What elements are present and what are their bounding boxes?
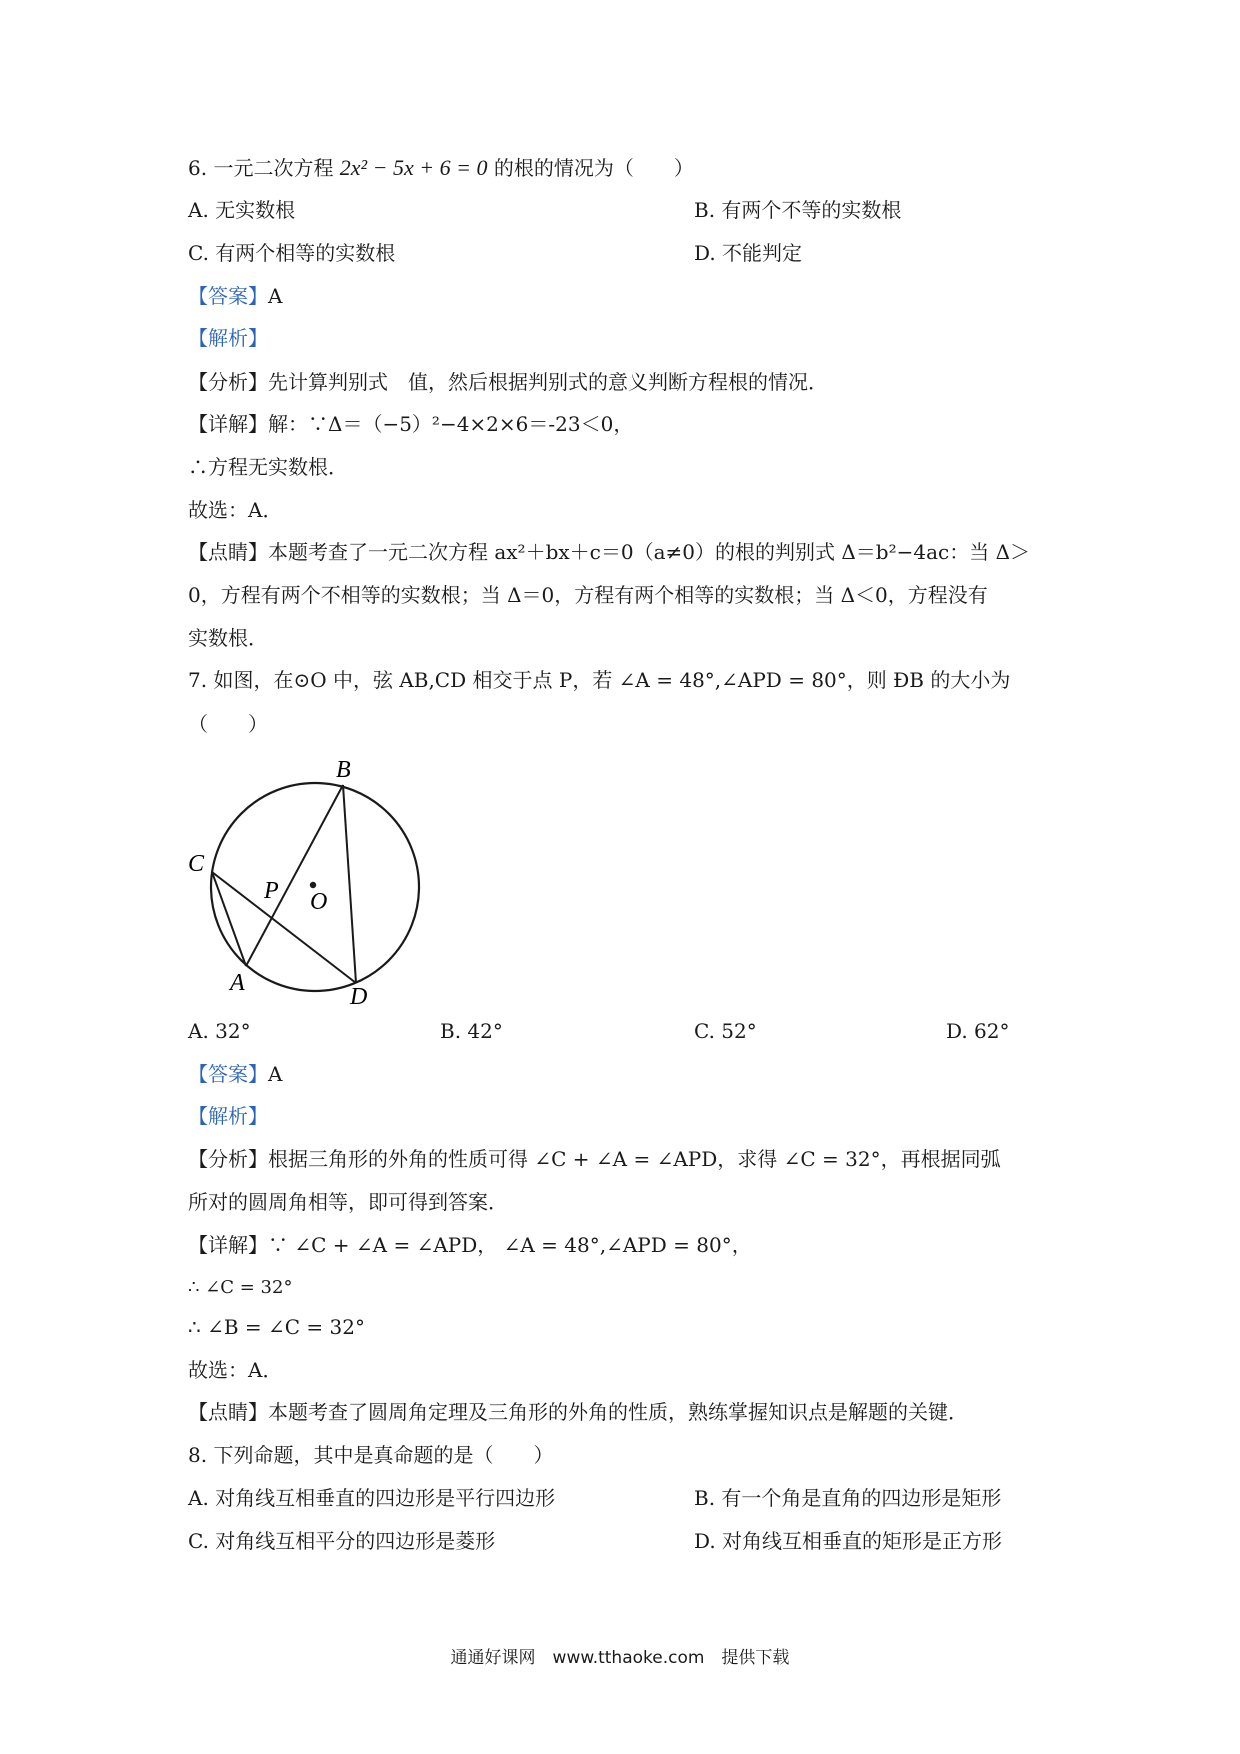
chord-cd [212,872,356,983]
label-o: O [310,889,328,915]
q6-stem-prefix: 6. 一元二次方程 [188,156,340,180]
q6-fenxi-text: 先计算判别式 值，然后根据判别式的意义判断方程根的情况． [268,370,828,394]
q8-stem: 8. 下列命题，其中是真命题的是（ ） [188,1443,554,1467]
answer-tag: 【答案】 [188,284,268,308]
q7-stem-2: （ ） [188,712,268,736]
q6-stem [188,154,694,182]
q7-xiangjie-text: ∵ ∠C + ∠A = ∠APD， ∠A = 48°,∠APD = 80°， [268,1233,752,1257]
answer-tag: 【答案】 [188,1062,268,1086]
segment-bd [343,785,356,983]
label-c: C [188,851,205,877]
q7-xiangjie [188,1231,752,1259]
q6-analysis-heading [188,324,268,352]
footer-credit: 通通好课网 www.tthaoke.com 提供下载 [450,1648,790,1668]
q6-dianjing-text-1: 本题考查了一元二次方程 ax²＋bx＋c＝0（a≠0）的根的判别式 Δ＝b²−4ac：当 Δ＞ [268,540,1031,564]
q6-choose: 故选：A． [188,498,283,522]
q7-fenxi-1 [188,1145,1001,1173]
q6-option-a: A. 无实数根 [188,198,296,222]
q7-option-a: A. 32° [188,1019,251,1043]
label-a: A [230,970,245,996]
label-b: B [336,757,351,783]
q7-fenxi-2: 所对的圆周角相等，即可得到答案． [188,1190,508,1214]
q7-option-b: B. 42° [440,1019,503,1043]
label-p: P [264,878,279,904]
q6-xiangjie-text: 解：∵Δ＝（−5）²−4×2×6＝-23＜0， [268,412,634,436]
q7-choose: 故选：A． [188,1358,283,1382]
q6-therefore: ∴方程无实数根． [188,455,348,479]
q6-fenxi [188,368,828,396]
center-point [310,882,316,888]
q6-stem-suffix: 的根的情况为（ ） [487,156,694,180]
q6-dianjing-2: 0，方程有两个不相等的实数根；当 Δ＝0，方程有两个相等的实数根；当 Δ＜0，方程没有 [188,583,988,607]
q8-option-c: C. 对角线互相平分的四边形是菱形 [188,1529,496,1553]
q7-step-1: ∴ ∠C = 32° [188,1277,293,1298]
q6-equation: 2x² − 5x + 6 = 0 [339,155,488,180]
analysis-tag: 【解析】 [188,326,268,350]
q8-option-a: A. 对角线互相垂直的四边形是平行四边形 [188,1486,556,1510]
q6-answer-value: A [268,284,283,308]
xiangjie-tag: 【详解】 [188,412,268,436]
q6-option-c: C. 有两个相等的实数根 [188,241,396,265]
dianjing-tag: 【点睛】 [188,1400,268,1424]
q7-answer [188,1060,282,1088]
label-d: D [350,984,368,1010]
q7-option-d: D. 62° [946,1019,1010,1043]
fenxi-tag: 【分析】 [188,370,268,394]
q7-stem-1: 7. 如图，在⊙O 中，弦 AB,CD 相交于点 P，若 ∠A = 48°,∠APD = 80°，则 ÐB 的大小为 [188,668,1011,692]
chord-ab [246,785,343,966]
q8-option-b: B. 有一个角是直角的四边形是矩形 [694,1486,1002,1510]
dianjing-tag: 【点睛】 [188,540,268,564]
circle-figure [180,750,440,1010]
q6-dianjing-3: 实数根． [188,626,268,650]
fenxi-tag: 【分析】 [188,1147,268,1171]
analysis-tag: 【解析】 [188,1104,268,1128]
q6-dianjing-1 [188,538,1030,566]
q7-dianjing-text: 本题考查了圆周角定理及三角形的外角的性质，熟练掌握知识点是解题的关键． [268,1400,968,1424]
q7-option-c: C. 52° [694,1019,757,1043]
q6-option-b: B. 有两个不等的实数根 [694,198,902,222]
q6-answer [188,282,282,310]
q7-step-2: ∴ ∠B = ∠C = 32° [188,1315,365,1339]
q7-answer-value: A [268,1062,283,1086]
q6-option-d: D. 不能判定 [694,241,803,265]
q7-fenxi-text-1: 根据三角形的外角的性质可得 ∠C + ∠A = ∠APD，求得 ∠C = 32°，再根据同弧 [268,1147,1001,1171]
q6-xiangjie [188,410,633,438]
xiangjie-tag: 【详解】 [188,1233,268,1257]
q7-dianjing [188,1398,968,1426]
q7-analysis-heading [188,1102,268,1130]
q8-option-d: D. 对角线互相垂直的矩形是正方形 [694,1529,1003,1553]
